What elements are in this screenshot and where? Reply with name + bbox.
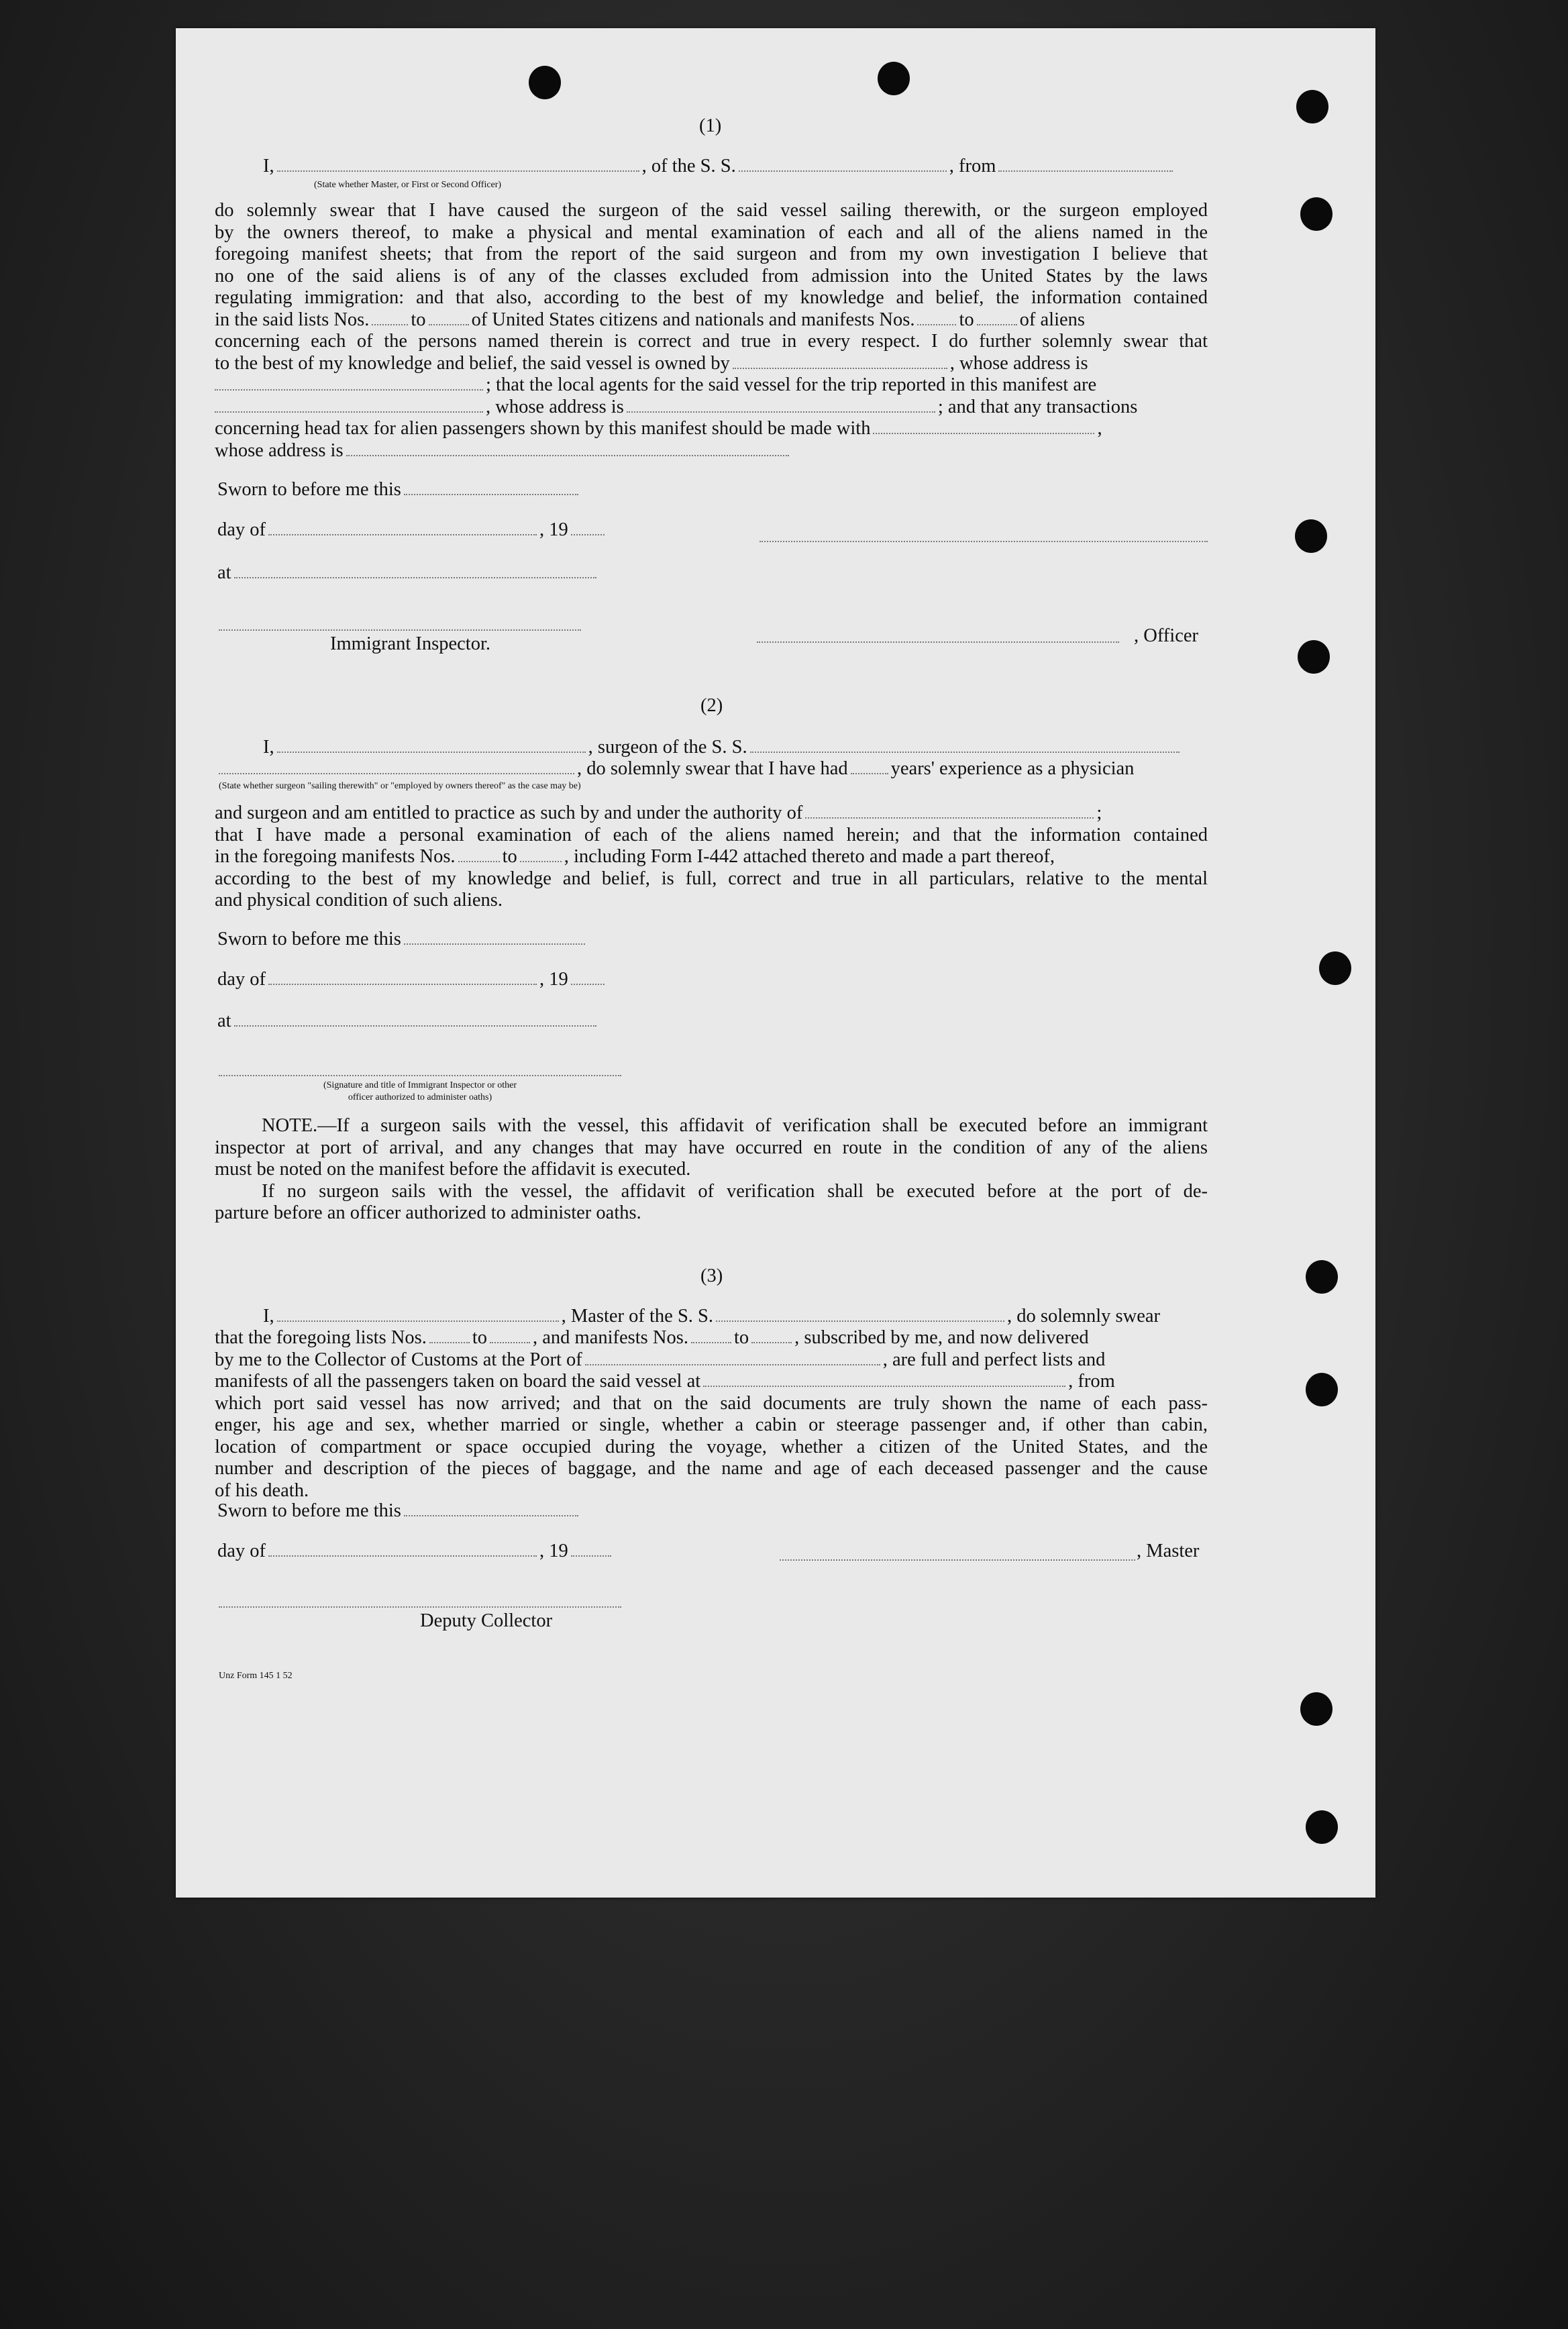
blank-from-port[interactable] (998, 169, 1173, 172)
text-line: that I have made a personal examination of each of the aliens named herein; and that the information contained (215, 824, 1208, 845)
blank-ship-name[interactable] (739, 169, 947, 172)
text-line: If no surgeon sails with the vessel, the affidavit of verification shall be executed before at the port of de- (262, 1180, 1208, 1202)
text-line (215, 1327, 1208, 1349)
blank-head-tax-address[interactable] (346, 454, 789, 456)
text: that the foregoing lists Nos. (215, 1327, 427, 1348)
blank-owner[interactable] (733, 366, 947, 369)
blank-list-to[interactable] (490, 1341, 530, 1343)
blank-owner-address[interactable] (215, 388, 483, 391)
blank-year[interactable] (571, 533, 605, 535)
section-2-heading: (2) (700, 695, 723, 716)
text-line: location of compartment or space occupied during the voyage, whether a citizen of the United States, and the (215, 1436, 1208, 1457)
text: I, (263, 737, 274, 758)
text: , subscribed by me, and now delivered (794, 1327, 1089, 1348)
text: years' experience as a physician (890, 758, 1135, 779)
punch-hole (1306, 1260, 1338, 1294)
blank-sworn-date[interactable] (404, 1514, 578, 1516)
signature-line-inspector[interactable] (219, 629, 581, 631)
s2-day (217, 969, 607, 991)
s2-sig-caption-2: officer authorized to administer oaths) (348, 1092, 492, 1102)
text: of aliens (1019, 309, 1085, 330)
text-line (215, 353, 1208, 375)
blank-sworn-date[interactable] (404, 493, 578, 495)
blank-list-from[interactable] (372, 323, 408, 325)
text: of United States citizens and nationals and manifests Nos. (471, 309, 915, 330)
text: in the said lists Nos. (215, 309, 370, 330)
blank-authority[interactable] (805, 816, 1094, 819)
signature-line-master[interactable] (780, 1559, 1135, 1561)
text: Sworn to before me this (217, 929, 401, 949)
blank-master-name[interactable] (277, 1319, 559, 1322)
text: ; (1096, 803, 1102, 823)
text-line: parture before an officer authorized to administer oaths. (215, 1202, 641, 1223)
text: in the foregoing manifests Nos. (215, 846, 456, 867)
s2-note (215, 1115, 1208, 1225)
s3-paragraph (215, 1327, 1208, 1502)
text-line (215, 1371, 1208, 1393)
text: concerning head tax for alien passengers shown by this manifest should be made with (215, 418, 871, 439)
blank-manifest-to[interactable] (977, 323, 1017, 325)
text: to the best of my knowledge and belief, the said vessel is owned by (215, 352, 730, 374)
signature-line-officer[interactable] (757, 641, 1119, 643)
s2-sworn (217, 929, 588, 951)
blank-surgeon-name[interactable] (277, 750, 586, 753)
s3-sworn (217, 1500, 581, 1522)
text: Sworn to before me this (217, 479, 401, 500)
text: I, (263, 1306, 274, 1327)
text: , do solemnly swear that I have had (577, 758, 848, 779)
punch-hole (1300, 1692, 1332, 1726)
text-line: no one of the said aliens is of any of the classes excluded from admission into the United States by the laws (215, 265, 1208, 287)
text: day of (217, 969, 266, 990)
blank-agents[interactable] (215, 410, 483, 413)
text-line: inspector at port of arrival, and any changes that may have occurred en route in the condition of any of the aliens (215, 1137, 1208, 1158)
text-line: foregoing manifest sheets; that from the report of the said surgeon and from my own investigation I believe that (215, 244, 1208, 264)
s2-paragraph (215, 803, 1208, 912)
text: to (733, 1327, 749, 1348)
signature-line-master[interactable] (760, 541, 1208, 542)
text: , from (949, 156, 996, 176)
text: , (1097, 418, 1102, 439)
text: by me to the Collector of Customs at the Port of (215, 1349, 582, 1370)
blank-list-to[interactable] (429, 323, 469, 325)
blank-place[interactable] (234, 1024, 596, 1027)
text-line (215, 374, 1208, 397)
text: at (217, 562, 231, 583)
text-line (215, 418, 1208, 440)
s2-status-note: (State whether surgeon "sailing therewith" or "employed by owners thereof" as the case may be) (219, 781, 581, 791)
signature-line-deputy[interactable] (219, 1606, 621, 1608)
s1-day (217, 519, 607, 541)
blank-embark-port[interactable] (703, 1384, 1065, 1387)
text: I, (263, 156, 274, 176)
blank-list-from[interactable] (429, 1341, 470, 1343)
section-1-heading: (1) (699, 115, 722, 136)
punch-hole (1306, 1373, 1338, 1406)
blank-manifest-from[interactable] (917, 323, 956, 325)
blank-manifest-from[interactable] (458, 860, 500, 862)
s1-rank-note: (State whether Master, or First or Second Officer) (314, 180, 502, 190)
s2-at (217, 1011, 599, 1033)
text: , 19 (539, 969, 568, 990)
blank-year[interactable] (571, 982, 605, 985)
text-line: enger, his age and sex, whether married or single, whether a cabin or steerage passenger and, if other than cabin, (215, 1414, 1208, 1435)
blank-surgeon-status[interactable] (219, 772, 574, 774)
s1-officer-label: , Officer (1134, 625, 1199, 646)
text-line (215, 397, 1208, 419)
text-line: do solemnly swear that I have caused the surgeon of the said vessel sailing therewith, or the surgeon employed (215, 200, 1208, 221)
punch-hole (1296, 90, 1328, 123)
text-line: NOTE.—If a surgeon sails with the vessel, this affidavit of verification shall be executed before an immigrant (262, 1115, 1208, 1136)
text-line (215, 1349, 1208, 1371)
s1-at (217, 562, 599, 584)
blank-day[interactable] (268, 533, 537, 535)
punch-hole (1300, 197, 1332, 231)
signature-line-inspector[interactable] (219, 1075, 621, 1076)
text: , 19 (539, 1541, 568, 1561)
s2-sig-caption-1: (Signature and title of Immigrant Inspector or other (323, 1080, 517, 1090)
text-line (215, 309, 1208, 331)
blank-ship-name[interactable] (750, 750, 1180, 753)
text: , including Form I-442 attached thereto and made a part thereof, (564, 846, 1055, 867)
text: at (217, 1011, 231, 1031)
blank-port[interactable] (585, 1363, 880, 1365)
blank-place[interactable] (234, 576, 596, 578)
text: day of (217, 1541, 266, 1561)
text: day of (217, 519, 266, 540)
blank-ship-name[interactable] (716, 1319, 1004, 1322)
text-line: which port said vessel has now arrived; and that on the said documents are truly shown the name of each pass- (215, 1392, 1208, 1414)
s3-master-label: , Master (1137, 1541, 1200, 1561)
text-line: by the owners thereof, to make a physical and mental examination of each and all of the aliens named in the (215, 221, 1208, 243)
text: ; and that any transactions (937, 396, 1138, 417)
text-line: and physical condition of such aliens. (215, 890, 503, 911)
text: to (959, 309, 974, 330)
text: , of the S. S. (641, 156, 736, 176)
text-line: must be noted on the manifest before the affidavit is executed. (215, 1159, 691, 1180)
blank-manifest-to[interactable] (520, 860, 562, 862)
text-line: number and description of the pieces of baggage, and the name and age of each deceased passenger and the cause (215, 1458, 1208, 1479)
text: , surgeon of the S. S. (588, 737, 747, 758)
blank-agents-address[interactable] (627, 410, 935, 413)
text-line (215, 440, 1208, 462)
text: , and manifests Nos. (533, 1327, 688, 1348)
punch-hole (1319, 951, 1351, 985)
text: , do solemnly swear (1007, 1306, 1160, 1327)
blank-day[interactable] (268, 982, 537, 985)
form-number: Unz Form 145 1 52 (219, 1671, 293, 1681)
text: , Master of the S. S. (561, 1306, 714, 1327)
blank-sworn-date[interactable] (404, 942, 585, 945)
text: and surgeon and am entitled to practice as such by and under the authority of (215, 803, 803, 823)
blank-manifest-from[interactable] (691, 1341, 731, 1343)
text-line (215, 803, 1208, 825)
s1-sworn (217, 479, 581, 501)
punch-hole (1298, 640, 1330, 674)
text: , whose address is (949, 352, 1088, 374)
text: , from (1068, 1371, 1115, 1392)
s2-line-2 (219, 758, 1134, 780)
section-3-heading: (3) (700, 1265, 723, 1286)
s3-deputy-label: Deputy Collector (420, 1610, 553, 1631)
text: whose address is (215, 439, 344, 461)
text-line: regulating immigration: and that also, according to the best of my knowledge and belief, the information contained (215, 287, 1208, 308)
text: , whose address is (486, 396, 624, 417)
s3-day (217, 1541, 614, 1563)
blank-year[interactable] (571, 1554, 611, 1557)
s3-line-1 (263, 1306, 1160, 1328)
blank-day[interactable] (268, 1554, 537, 1557)
text: ; that the local agents for the said vessel for the trip reported in this manifest are (486, 374, 1097, 395)
blank-head-tax-party[interactable] (873, 431, 1094, 434)
text: to (411, 309, 426, 330)
s1-line-1 (263, 156, 1175, 178)
text: , 19 (539, 519, 568, 540)
punch-hole (1295, 519, 1327, 553)
blank-years[interactable] (851, 772, 888, 774)
text-line: of his death. (215, 1480, 309, 1501)
text: to (502, 846, 517, 867)
text: to (472, 1327, 488, 1348)
punch-hole (878, 62, 910, 95)
text-line: according to the best of my knowledge and belief, is full, correct and true in all particulars, relative to the mental (215, 868, 1208, 889)
text: , are full and perfect lists and (882, 1349, 1106, 1370)
punch-hole (1306, 1810, 1338, 1844)
text-line (215, 846, 1208, 868)
text-line: concerning each of the persons named therein is correct and true in every respect. I do further solemnly swear that (215, 331, 1208, 352)
text: manifests of all the passengers taken on board the said vessel at (215, 1371, 701, 1392)
punch-hole (529, 66, 561, 99)
text: Sworn to before me this (217, 1500, 401, 1521)
blank-rank[interactable] (277, 169, 639, 172)
s1-paragraph (215, 200, 1208, 462)
s1-inspector-label: Immigrant Inspector. (330, 633, 491, 654)
s2-line-1 (263, 737, 1182, 759)
blank-manifest-to[interactable] (751, 1341, 792, 1343)
